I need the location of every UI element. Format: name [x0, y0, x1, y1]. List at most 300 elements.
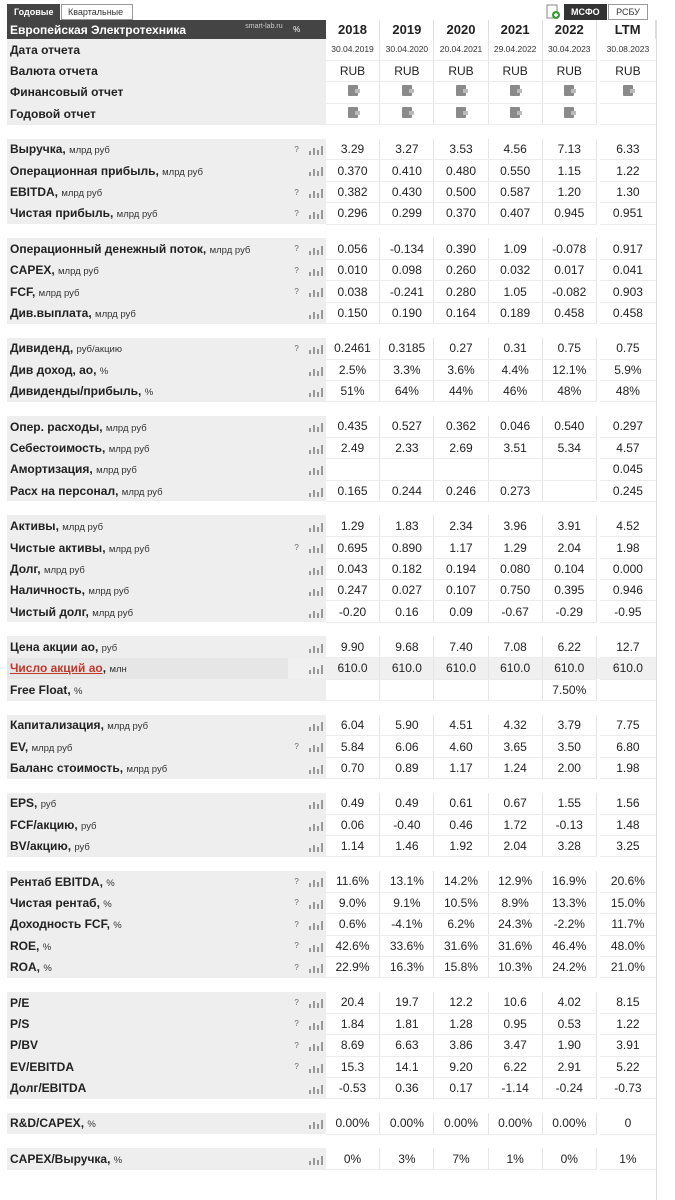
value-cell: 0.107 [434, 580, 488, 601]
value-cell [434, 679, 488, 700]
value-cell [380, 459, 434, 480]
metric-label: Чистая прибыль, млрд руб [7, 203, 288, 224]
metric-label [7, 1013, 288, 1034]
help-icon[interactable]: ? [288, 281, 306, 302]
metric-row [7, 459, 656, 480]
value-cell: 0.53 [542, 1013, 596, 1034]
help-icon[interactable]: ? [288, 956, 306, 977]
excel-export-icon[interactable] [546, 4, 560, 20]
value-cell: 3.79 [542, 715, 596, 736]
value-cell: 0.080 [488, 558, 542, 579]
value-cell[interactable] [488, 103, 542, 124]
value-cell[interactable] [326, 82, 380, 103]
value-cell: 30.04.2020 [380, 39, 434, 60]
value-cell: 14.1 [380, 1056, 434, 1077]
chart-icon[interactable] [309, 287, 323, 297]
spacer-cell [7, 1134, 656, 1148]
ltm-value: 1.56 [600, 793, 655, 814]
value-cell: 0.165 [326, 480, 380, 501]
value-cell: 2.33 [380, 437, 434, 458]
metric-name: Опер. расходы [10, 419, 100, 434]
metric-label: Амортизация, млрд руб [7, 459, 288, 480]
chart-icon[interactable] [309, 963, 323, 973]
metric-label: Чистая рентаб, % [7, 892, 288, 913]
document-icon[interactable] [348, 85, 358, 96]
metric-row [7, 836, 656, 857]
spacer-cell [7, 501, 656, 515]
value-cell: 6.04 [326, 715, 380, 736]
ltm-value: 5.22 [600, 1056, 655, 1077]
percent-toggle[interactable]: % [288, 20, 306, 39]
ltm-value: 11.7% [600, 914, 655, 935]
ltm-value: 1.30 [600, 181, 655, 202]
metric-unit: млрд руб [43, 564, 85, 576]
chart-icon[interactable] [309, 842, 323, 852]
metric-unit: руб [101, 643, 118, 655]
value-cell: 1.81 [380, 1013, 434, 1034]
help-icon[interactable]: ? [288, 203, 306, 224]
value-cell: 30.04.2023 [542, 39, 596, 60]
value-cell: 3.50 [542, 736, 596, 757]
chart-icon[interactable] [309, 1155, 323, 1165]
value-cell: 0.246 [434, 480, 488, 501]
group-spacer [7, 1134, 656, 1148]
value-cell[interactable] [542, 103, 596, 124]
ltm-value: 0.917 [600, 238, 655, 259]
year-header[interactable]: 2018 [326, 20, 380, 39]
group-spacer [7, 978, 656, 992]
value-cell: 1.28 [434, 1013, 488, 1034]
value-cell: 0% [542, 1148, 596, 1169]
value-cell: 0.00% [434, 1113, 488, 1134]
table-edge [656, 20, 657, 1200]
year-header[interactable]: 2021 [488, 20, 542, 39]
chart-cell [306, 359, 326, 380]
chart-cell [306, 1013, 326, 1034]
metric-name: EBITDA [10, 185, 55, 200]
value-cell: 0.527 [380, 416, 434, 437]
chart-icon[interactable] [309, 422, 323, 432]
chart-icon[interactable] [309, 742, 323, 752]
chart-icon[interactable] [309, 188, 323, 198]
chart-icon[interactable] [309, 465, 323, 475]
value-cell: 6.06 [380, 736, 434, 757]
metric-row [7, 260, 656, 281]
help-icon[interactable]: ? [288, 1056, 306, 1077]
value-cell: 0.182 [380, 558, 434, 579]
chart-cell [306, 1035, 326, 1056]
value-cell: 1.24 [488, 757, 542, 778]
metric-label[interactable]: Число акций ао, млн [7, 658, 288, 679]
document-icon[interactable] [564, 107, 574, 118]
value-cell: 16.3% [380, 956, 434, 977]
metric-name: Дивиденд [10, 341, 70, 356]
chart-icon[interactable] [309, 266, 323, 276]
metric-unit: % [103, 898, 112, 910]
value-cell: 19.7 [380, 992, 434, 1013]
value-cell: 42.6% [326, 935, 380, 956]
value-cell: 3.6% [434, 359, 488, 380]
help-icon[interactable]: ? [288, 238, 306, 259]
document-icon[interactable] [510, 107, 520, 118]
document-icon[interactable] [623, 85, 633, 96]
value-cell: 610.0 [326, 658, 380, 679]
help-icon[interactable]: ? [288, 537, 306, 558]
year-header[interactable]: 2020 [434, 20, 488, 39]
chart-icon[interactable] [309, 543, 323, 553]
metric-unit: % [113, 1154, 123, 1166]
value-cell: 7.40 [434, 636, 488, 657]
metric-label: EV, млрд руб [7, 736, 288, 757]
chart-cell [306, 82, 326, 103]
metric-label: FCF, млрд руб [7, 281, 288, 302]
value-cell: 0.038 [326, 281, 380, 302]
value-cell: 7.13 [542, 139, 596, 160]
chart-cell [306, 60, 326, 81]
document-icon[interactable] [348, 107, 358, 118]
chart-icon[interactable] [309, 444, 323, 454]
document-icon[interactable] [456, 85, 466, 96]
value-cell: 0.695 [326, 537, 380, 558]
value-cell: 0.587 [488, 181, 542, 202]
metric-label: Чистые активы, млрд руб [7, 537, 288, 558]
chart-cell [306, 160, 326, 181]
metric-name: R&D/CAPEX [10, 1116, 81, 1131]
chart-icon[interactable] [309, 1041, 323, 1051]
chart-icon[interactable] [309, 565, 323, 575]
value-cell: 0.09 [434, 601, 488, 622]
meta-row-financial_report [7, 82, 656, 103]
group-spacer [7, 857, 656, 871]
chart-cell [306, 302, 326, 323]
help-icon[interactable]: ? [288, 871, 306, 892]
value-cell: 0.299 [380, 203, 434, 224]
help-icon [288, 480, 306, 501]
document-icon[interactable] [510, 85, 520, 96]
value-cell: 1.72 [488, 814, 542, 835]
ltm-value: 48.0% [600, 935, 655, 956]
metric-unit: млрд руб [31, 742, 73, 754]
metric-unit: млрд руб [108, 543, 150, 555]
value-cell: 15.8% [434, 956, 488, 977]
metric-unit: млрд руб [162, 166, 203, 178]
metric-row [7, 238, 656, 259]
value-cell: 0.95 [488, 1013, 542, 1034]
ltm-value: 3.25 [600, 836, 655, 857]
group-spacer [7, 501, 656, 515]
value-cell: 0.75 [542, 338, 596, 359]
metric-unit: руб [81, 820, 97, 832]
chart-icon[interactable] [309, 920, 323, 930]
value-cell: -1.14 [488, 1077, 542, 1098]
metric-unit: млрд руб [38, 287, 80, 299]
help-icon [288, 1077, 306, 1098]
document-icon[interactable] [456, 107, 466, 118]
chart-icon[interactable] [309, 1020, 323, 1030]
document-icon[interactable] [402, 107, 412, 118]
chart-icon[interactable] [309, 764, 323, 774]
chart-icon[interactable] [309, 366, 323, 376]
metric-name: Чистая рентаб [10, 895, 97, 910]
chart-cell [306, 935, 326, 956]
chart-cell [306, 736, 326, 757]
metric-unit: млрд руб [116, 209, 158, 221]
chart-icon[interactable] [309, 344, 323, 354]
value-cell: -0.078 [542, 238, 596, 259]
value-cell[interactable] [434, 103, 488, 124]
chart-cell [306, 480, 326, 501]
chart-icon[interactable] [309, 1063, 323, 1073]
metric-label: FCF/акцию, руб [7, 814, 288, 835]
help-icon[interactable]: ? [288, 992, 306, 1013]
chart-icon[interactable] [309, 209, 323, 219]
chart-icon[interactable] [309, 942, 323, 952]
group-spacer [7, 1099, 656, 1113]
value-cell[interactable] [380, 103, 434, 124]
ltm-value: 0.245 [600, 480, 655, 501]
metric-name: Себестоимость [10, 440, 103, 455]
row-label: Дата отчета [7, 39, 288, 60]
value-cell: 31.6% [434, 935, 488, 956]
metric-row [7, 956, 656, 977]
value-cell: 0.247 [326, 580, 380, 601]
value-cell: 0.017 [542, 260, 596, 281]
chart-icon[interactable] [309, 821, 323, 831]
ltm-value: -0.73 [600, 1077, 655, 1098]
metric-name: EV/EBITDA [10, 1059, 75, 1074]
metric-label: Опер. расходы, млрд руб [7, 416, 288, 437]
spacer-cell [7, 622, 656, 636]
help-icon [288, 380, 306, 401]
value-cell: 5.90 [380, 715, 434, 736]
metric-label: Чистый долг, млрд руб [7, 601, 288, 622]
value-cell: 51% [326, 380, 380, 401]
help-icon[interactable]: ? [288, 914, 306, 935]
chart-icon[interactable] [309, 721, 323, 731]
ltm-value: 7.75 [600, 715, 655, 736]
metric-unit: % [42, 941, 52, 953]
value-cell: 0.540 [542, 416, 596, 437]
value-cell: 0.280 [434, 281, 488, 302]
report-tabs [0, 0, 675, 20]
tab-annual[interactable]: Годовые [7, 4, 60, 20]
chart-cell [306, 380, 326, 401]
chart-icon[interactable] [309, 608, 323, 618]
document-icon[interactable] [564, 85, 574, 96]
company-name [7, 20, 288, 39]
chart-icon[interactable] [309, 899, 323, 909]
value-cell: 1.83 [380, 515, 434, 536]
chart-icon[interactable] [309, 145, 323, 155]
value-cell: 0.945 [542, 203, 596, 224]
value-cell: 44% [434, 380, 488, 401]
help-icon [288, 437, 306, 458]
metric-row [7, 814, 656, 835]
value-cell[interactable] [434, 82, 488, 103]
metric-name: Доходность FCF [10, 917, 107, 932]
chart-icon[interactable] [309, 245, 323, 255]
value-cell: 610.0 [380, 658, 434, 679]
value-cell: 10.5% [434, 892, 488, 913]
metric-row [7, 359, 656, 380]
value-cell: 13.3% [542, 892, 596, 913]
value-cell: 0.16 [380, 601, 434, 622]
chart-icon[interactable] [309, 387, 323, 397]
chart-icon[interactable] [309, 1084, 323, 1094]
chart-icon[interactable] [309, 643, 323, 653]
document-icon[interactable] [402, 85, 412, 96]
value-cell: 13.1% [380, 871, 434, 892]
metric-row [7, 636, 656, 657]
help-icon[interactable]: ? [288, 260, 306, 281]
spacer-cell [7, 857, 656, 871]
chart-icon[interactable] [309, 664, 323, 674]
value-cell: 20.04.2021 [434, 39, 488, 60]
value-cell: 6.63 [380, 1035, 434, 1056]
spacer-cell [7, 224, 656, 238]
value-cell [542, 480, 596, 501]
help-icon[interactable]: ? [288, 338, 306, 359]
value-cell: 11.6% [326, 871, 380, 892]
tab-quarterly[interactable]: Квартальные [61, 4, 133, 20]
watermark: smart-lab.ru [245, 22, 283, 30]
value-cell: 22.9% [326, 956, 380, 977]
value-cell: 0.00% [542, 1113, 596, 1134]
value-cell: 8.9% [488, 892, 542, 913]
ltm-cell: RUB [600, 60, 655, 81]
tab-rsbu[interactable]: РСБУ [608, 4, 648, 20]
value-cell[interactable] [542, 82, 596, 103]
chart-icon[interactable] [309, 487, 323, 497]
spacer-cell [7, 978, 656, 992]
value-cell: 0.056 [326, 238, 380, 259]
row-label: Финансовый отчет [7, 82, 288, 103]
value-cell: RUB [488, 60, 542, 81]
value-cell: 0.370 [326, 160, 380, 181]
value-cell: 46.4% [542, 935, 596, 956]
value-cell: 0.407 [488, 203, 542, 224]
metric-unit: млрд руб [96, 465, 137, 477]
value-cell: 3.53 [434, 139, 488, 160]
help-icon[interactable]: ? [288, 935, 306, 956]
chart-icon[interactable] [309, 309, 323, 319]
value-cell: 0.3185 [380, 338, 434, 359]
chart-cell [306, 1148, 326, 1169]
ltm-value: 0.903 [600, 281, 655, 302]
help-icon[interactable]: ? [288, 1013, 306, 1034]
ltm-value: 0.045 [600, 459, 655, 480]
year-header[interactable]: 2019 [380, 20, 434, 39]
chart-icon[interactable] [309, 998, 323, 1008]
group-spacer [7, 622, 656, 636]
value-cell: 3.27 [380, 139, 434, 160]
help-icon[interactable]: ? [288, 892, 306, 913]
value-cell: 610.0 [542, 658, 596, 679]
value-cell: 6.22 [542, 636, 596, 657]
value-cell[interactable] [488, 82, 542, 103]
value-cell: 0.194 [434, 558, 488, 579]
help-icon[interactable]: ? [288, 736, 306, 757]
chart-cell [306, 558, 326, 579]
chart-cell [306, 181, 326, 202]
metric-unit: руб [40, 799, 57, 811]
metric-unit: млрд руб [92, 607, 134, 619]
metric-unit: млрд руб [69, 145, 110, 157]
metric-row [7, 558, 656, 579]
value-cell: 0.046 [488, 416, 542, 437]
value-cell: 0.260 [434, 260, 488, 281]
help-icon[interactable]: ? [288, 1035, 306, 1056]
value-cell: 0.296 [326, 203, 380, 224]
ltm-value: 0 [600, 1113, 655, 1134]
spacer-cell [7, 402, 656, 416]
value-cell: 0.36 [380, 1077, 434, 1098]
value-cell: 5.34 [542, 437, 596, 458]
metric-label: ROA, % [7, 956, 288, 977]
metric-name[interactable]: Число акций ао [10, 661, 103, 676]
help-icon[interactable]: ? [288, 139, 306, 160]
metric-unit: млрд руб [105, 422, 147, 434]
value-cell: 1.09 [488, 238, 542, 259]
year-header[interactable]: 2022 [542, 20, 596, 39]
metric-label: BV/акцию, руб [7, 836, 288, 857]
metric-name: P/BV [10, 1038, 39, 1053]
ltm-value: 610.0 [600, 658, 655, 679]
ltm-value: 0.75 [600, 338, 655, 359]
metric-label: Активы, млрд руб [7, 515, 288, 536]
ltm-cell [600, 82, 655, 103]
ltm-value [600, 679, 655, 700]
value-cell: 16.9% [542, 871, 596, 892]
metric-name: P/S [10, 1016, 30, 1031]
value-cell: -0.13 [542, 814, 596, 835]
chart-icon[interactable] [309, 799, 323, 809]
value-cell: 0.244 [380, 480, 434, 501]
value-cell: -0.134 [380, 238, 434, 259]
metric-unit: % [43, 963, 52, 975]
help-icon[interactable]: ? [288, 181, 306, 202]
chart-icon[interactable] [309, 586, 323, 596]
chart-icon[interactable] [309, 877, 323, 887]
chart-cell [306, 281, 326, 302]
ltm-value: 1.48 [600, 814, 655, 835]
value-cell: -4.1% [380, 914, 434, 935]
chart-cell [306, 39, 326, 60]
value-cell: 1.29 [326, 515, 380, 536]
chart-cell [306, 636, 326, 657]
financials-table [7, 20, 656, 1170]
chart-icon[interactable] [309, 166, 323, 176]
value-cell: 3.47 [488, 1035, 542, 1056]
chart-icon[interactable] [309, 1119, 323, 1129]
value-cell: 29.04.2022 [488, 39, 542, 60]
chart-icon[interactable] [309, 522, 323, 532]
metric-label [7, 1056, 288, 1077]
metric-name: Капитализация [10, 718, 101, 733]
metric-row [7, 515, 656, 536]
metric-name: Долг [10, 561, 38, 576]
tab-msfo[interactable]: МСФО [564, 4, 607, 20]
company-title: Европейская Электротехника [10, 22, 187, 37]
ltm-header[interactable]: LTM [600, 20, 655, 39]
value-cell[interactable] [326, 103, 380, 124]
spacer-cell [7, 1099, 656, 1113]
value-cell[interactable] [380, 82, 434, 103]
value-cell: -0.29 [542, 601, 596, 622]
value-cell: -0.67 [488, 601, 542, 622]
metric-label: EBITDA, млрд руб [7, 181, 288, 202]
ltm-cell [600, 103, 655, 124]
